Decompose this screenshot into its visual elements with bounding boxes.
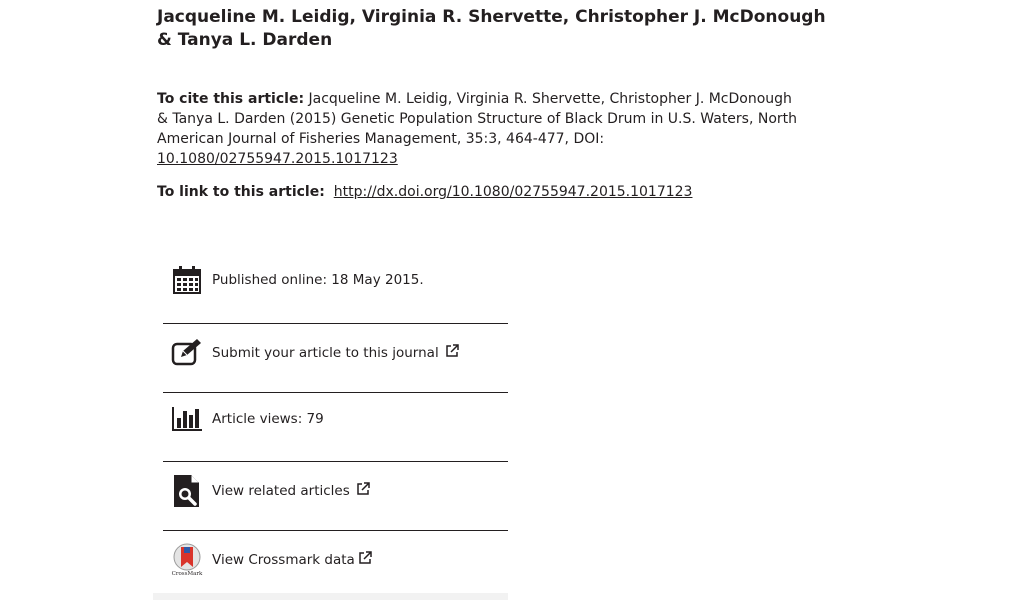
- related-articles-label[interactable]: View related articles: [212, 483, 350, 499]
- bar-chart-icon: [169, 401, 205, 437]
- citation-doi-link[interactable]: 10.1080/02755947.2015.1017123: [157, 151, 398, 167]
- citation-block: [157, 89, 807, 169]
- article-link-url[interactable]: http://dx.doi.org/10.1080/02755947.2015.1017123: [333, 184, 693, 200]
- published-text: Published online: 18 May 2015.: [212, 272, 424, 288]
- published-row: [163, 250, 508, 310]
- document-search-icon: [169, 473, 205, 509]
- article-link-label: To link to this article:: [157, 184, 325, 200]
- crossmark-label[interactable]: View Crossmark data: [212, 552, 355, 568]
- external-link-icon: [356, 482, 370, 500]
- external-link-icon: [358, 551, 372, 569]
- article-views-text: Article views: 79: [212, 411, 324, 427]
- article-views-row: [163, 389, 508, 449]
- citation-text: Jacqueline M. Leidig, Virginia R. Shervette, Christopher J. McDonough & Tanya L. Darden (2015) Genetic Population Structure of Black Drum in U.S. Waters, North American Journal of Fisheries Management, 35:3, 464-477, DOI:: [157, 91, 798, 147]
- crossmark-logo: [169, 542, 205, 578]
- submit-article-label[interactable]: Submit your article to this journal: [212, 345, 439, 361]
- article-link-line: [157, 182, 807, 202]
- edit-icon: [169, 335, 205, 371]
- citation-label: To cite this article:: [157, 91, 305, 107]
- crossmark-row[interactable]: [163, 530, 508, 590]
- external-link-icon: [445, 344, 459, 362]
- calendar-icon: [169, 262, 205, 298]
- article-authors: Jacqueline M. Leidig, Virginia R. Shervette, Christopher J. McDonough & Tanya L. Darden: [157, 7, 826, 50]
- related-articles-row[interactable]: [163, 461, 508, 521]
- submit-article-row[interactable]: [163, 323, 508, 383]
- bottom-edge: [153, 593, 508, 600]
- crossmark-logo-text: CrossMark: [171, 571, 203, 577]
